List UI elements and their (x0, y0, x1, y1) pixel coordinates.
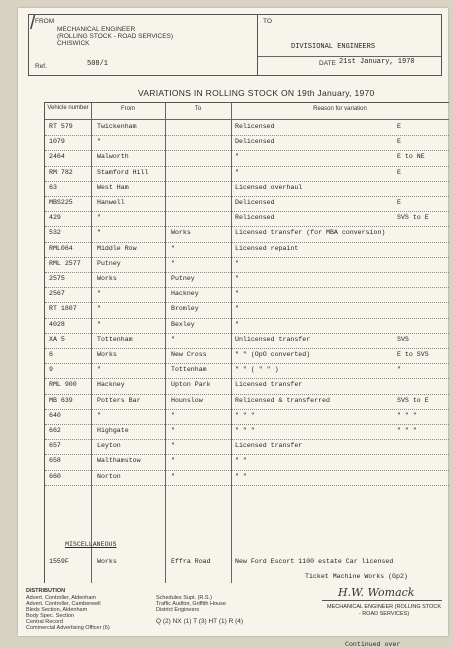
ref-label: Ref. (35, 63, 47, 70)
vehicle-cell: 662 (49, 427, 61, 434)
to-cell: Tottenham (171, 366, 207, 374)
signature-rule (322, 600, 442, 601)
reason-cell: Delicensed (235, 199, 275, 206)
code-cell: SVS to E (397, 396, 429, 404)
date-label: DATE (319, 60, 336, 67)
reason-cell: New Ford Escort 1100 estate Car licensed (235, 558, 394, 565)
table-row (45, 196, 449, 212)
reason-cell: Licensed transfer (for MBA conversion) (235, 229, 386, 237)
code-cell: E (397, 168, 401, 176)
from-cell: Twickenham (97, 123, 137, 130)
table-row (45, 120, 449, 136)
reason-cell: Licensed transfer (235, 442, 303, 450)
reason-cell: " (235, 259, 239, 267)
from-cell: Hanwell (97, 199, 125, 206)
from-cell: " (97, 229, 101, 237)
date-value: 21st January, 1970 (339, 58, 415, 66)
table-row (45, 257, 449, 273)
from-cell: " (97, 411, 101, 419)
reason-cell: " (235, 305, 239, 313)
vehicle-cell: 6 (49, 351, 53, 358)
reason-cell: " (235, 275, 239, 282)
code-cell: " " " (397, 427, 417, 434)
from-label: FROM (35, 18, 55, 25)
from-cell: Works (97, 351, 117, 358)
header-divider (257, 15, 258, 75)
to-cell: Hackney (171, 290, 199, 298)
to-cell: Effra Road (171, 558, 211, 565)
from-cell: Works (97, 558, 117, 565)
vehicle-cell: 1559F (49, 558, 69, 565)
table-row (45, 318, 449, 334)
from-line-1: MECHANICAL ENGINEER (57, 26, 136, 33)
distribution-entry: Advert. Controller, Aldenham (26, 595, 97, 601)
to-cell: " (171, 259, 175, 267)
code-cell: E (397, 123, 401, 130)
reason-cell: Relicensed & transferred (235, 396, 330, 404)
from-cell: Hackney (97, 381, 125, 389)
to-cell: " (171, 335, 175, 343)
reason-cell: " " ( " " ) (235, 366, 279, 374)
table-row (45, 470, 449, 486)
table-row (45, 348, 449, 364)
vehicle-cell: 4028 (49, 320, 65, 328)
to-cell: Putney (171, 275, 195, 282)
ref-value: 508/1 (87, 60, 109, 68)
to-cell: " (171, 427, 175, 434)
column-header-from: From (121, 106, 135, 112)
to-cell: " (171, 411, 175, 419)
table-row (45, 242, 449, 258)
reason-cell: " " (OpO converted) (235, 351, 311, 358)
from-cell: Tottenham (97, 335, 133, 343)
from-cell: " (97, 366, 101, 374)
distribution-entry: Bleds Section, Aldenham (26, 607, 88, 614)
distribution-right (156, 595, 316, 625)
vehicle-cell: 640 (49, 411, 61, 419)
from-cell: Middle Row (97, 244, 137, 252)
table-row (45, 378, 449, 394)
code-cell: E to NE (397, 153, 425, 161)
from-cell: " (97, 138, 101, 146)
reason-cell: Relicensed (235, 123, 275, 130)
from-cell: " (97, 214, 101, 222)
vehicle-cell: 1079 (49, 138, 65, 146)
margin-mark: / (30, 12, 36, 34)
distribution-entry: Advert. Controller, Camberwell (26, 601, 101, 608)
reason-cell: Licensed repaint (235, 244, 299, 252)
from-cell: Putney (97, 259, 121, 267)
vehicle-cell: 63 (49, 183, 57, 191)
reason-cell: Relicensed (235, 214, 275, 222)
signature-caption: MECHANICAL ENGINEER (ROLLING STOCK - ROAD SERVICES) (327, 604, 441, 617)
distribution-entry: Commercial Advertising Officer (6) (26, 625, 110, 632)
from-cell: Highgate (97, 427, 129, 434)
from-cell: Stamford Hill (97, 168, 149, 176)
distribution-entry: Schedules Supt. (R.S.) (156, 595, 212, 601)
to-cell: Bromley (171, 305, 199, 313)
distribution-codes: Q (2) NX (1) T (3) HT (1) R (4) (156, 618, 244, 626)
from-cell: West Ham (97, 183, 129, 191)
to-cell: Upton Park (171, 381, 211, 389)
column-header-reason: Reason for variation (313, 106, 367, 112)
vehicle-cell: RML064 (49, 244, 73, 252)
reason-cell: " " (235, 457, 247, 465)
distribution-entry: District Engineers (156, 607, 200, 614)
reason-cell: Ticket Machine Works (Gp2) (305, 573, 408, 580)
code-cell: E to SVS (397, 351, 429, 358)
table-row (45, 135, 449, 151)
from-cell: Leyton (97, 442, 121, 450)
code-cell: E (397, 199, 401, 206)
code-cell: " (397, 366, 401, 374)
from-cell: " (97, 320, 101, 328)
reason-cell: " (235, 320, 239, 328)
table-row (45, 394, 449, 410)
misc-row (45, 570, 449, 583)
from-line-3: CHISWICK (57, 40, 90, 47)
to-cell: Works (171, 229, 191, 237)
reason-cell: Delicensed (235, 138, 275, 146)
to-cell: " (171, 472, 175, 480)
to-cell: " (171, 244, 175, 252)
to-label: TO (263, 18, 272, 25)
from-cell: Potters Bar (97, 396, 141, 404)
vehicle-cell: 2464 (49, 153, 65, 161)
table-row (45, 363, 449, 379)
reason-cell: Licensed overhaul (235, 183, 303, 191)
vehicle-cell: 2575 (49, 275, 65, 282)
table-row (45, 150, 449, 166)
from-cell: Walthamstow (97, 457, 141, 465)
vehicle-cell: RML 2577 (49, 259, 81, 267)
table-row (45, 302, 449, 318)
to-cell: Bexley (171, 320, 195, 328)
distribution-left (26, 595, 141, 632)
column-header-to: To (194, 106, 202, 112)
reason-cell: " " (235, 472, 247, 480)
vehicle-cell: 2567 (49, 290, 65, 298)
from-cell: Works (97, 275, 117, 282)
vehicle-cell: RT 579 (49, 123, 73, 130)
code-cell: " " " (397, 411, 417, 419)
table-row (45, 166, 449, 182)
vehicle-cell: 658 (49, 457, 61, 465)
distribution-block (26, 588, 244, 632)
table-row (45, 409, 449, 425)
continued-note: Continued over (345, 641, 401, 648)
table-row (45, 272, 449, 288)
vehicle-cell: MB 639 (49, 396, 73, 404)
table-row (45, 226, 449, 242)
table-row (45, 424, 449, 440)
from-cell: Walworth (97, 153, 129, 161)
reason-cell: Unlicensed transfer (235, 335, 311, 343)
page-title: VARIATIONS IN ROLLING STOCK ON 19th January, 1970 (138, 88, 375, 98)
table-row (45, 181, 449, 197)
vehicle-cell: RML 900 (49, 381, 77, 389)
from-cell: Norton (97, 472, 121, 480)
to-cell: " (171, 457, 175, 465)
code-cell: SVS (397, 335, 409, 343)
to-cell: Hounslow (171, 396, 203, 404)
from-cell: " (97, 290, 101, 298)
misc-row (45, 555, 449, 568)
to-cell: " (171, 442, 175, 450)
vehicle-cell: 429 (49, 214, 61, 222)
memo-header (28, 14, 442, 76)
vehicle-cell: 9 (49, 366, 53, 374)
code-cell: SVS to E (397, 214, 429, 222)
distribution-entry: Traffic Auditor, Griffith House (156, 601, 226, 608)
from-cell: " (97, 305, 101, 313)
reason-cell: Licensed transfer (235, 381, 303, 389)
reason-cell: " " " (235, 411, 255, 419)
code-cell: E (397, 138, 401, 146)
distribution-entry: Body Spec. Section (26, 613, 75, 620)
to-cell: New Cross (171, 351, 207, 358)
to-value: DIVISIONAL ENGINEERS (291, 43, 376, 51)
table-row (45, 287, 449, 303)
reason-cell: " (235, 153, 239, 161)
vehicle-cell: MBS225 (49, 199, 73, 206)
vehicle-cell: 660 (49, 472, 61, 480)
reason-cell: " (235, 168, 239, 176)
distribution-entry: Central Record (26, 619, 63, 626)
from-line-2: (ROLLING STOCK - ROAD SERVICES) (57, 33, 174, 40)
table-row (45, 454, 449, 470)
reason-cell: " (235, 290, 239, 298)
misc-heading: MISCELLANEOUS (65, 541, 117, 548)
header-rule (258, 56, 441, 57)
column-header-vehicle: Vehicle number (47, 105, 89, 111)
vehicle-cell: RT 1807 (49, 305, 77, 313)
table-row (45, 439, 449, 455)
reason-cell: " " " (235, 427, 255, 434)
memo-page (18, 8, 448, 648)
signature: H.W. Womack (338, 586, 415, 599)
table-row (45, 333, 449, 349)
vehicle-cell: RM 782 (49, 168, 73, 176)
vehicle-cell: 657 (49, 442, 61, 450)
distribution-heading: DISTRIBUTION (26, 588, 66, 594)
vehicle-cell: 532 (49, 229, 61, 237)
vehicle-cell: XA 5 (49, 335, 65, 343)
table-row (45, 211, 449, 227)
